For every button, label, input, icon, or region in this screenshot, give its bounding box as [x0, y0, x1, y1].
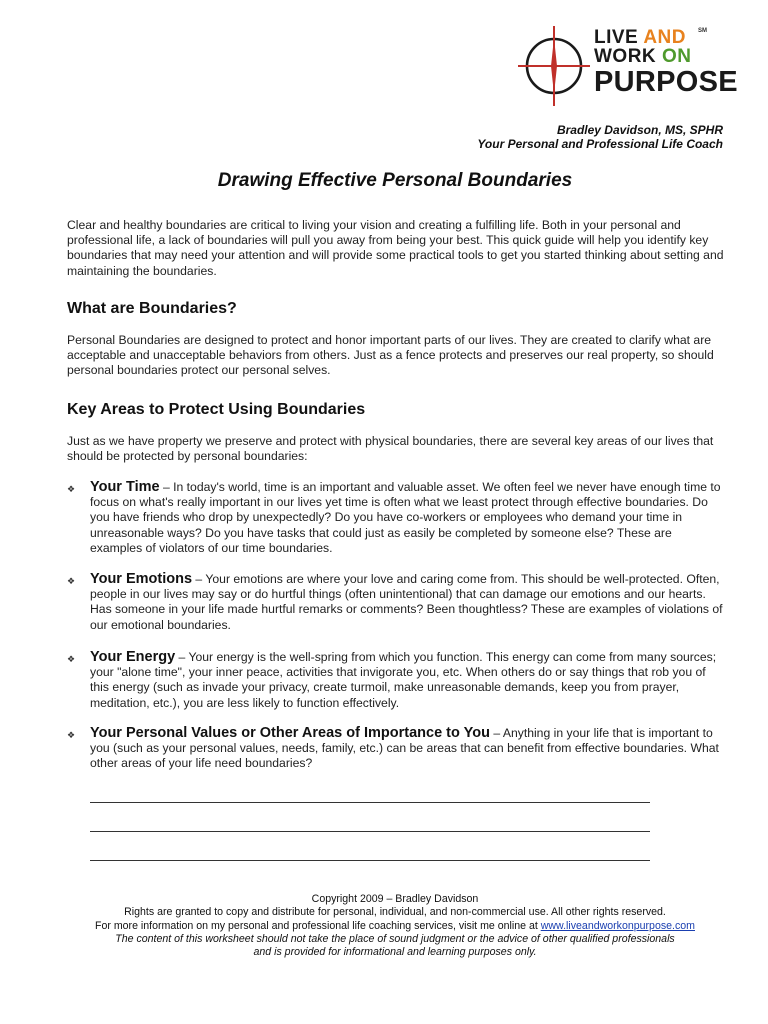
disclaimer-line-2: and is provided for informational and learning purposes only.	[253, 946, 537, 959]
bullet-heading: Your Emotions	[90, 571, 193, 587]
author-role: Your Personal and Professional Life Coach	[477, 137, 723, 151]
bullet-heading: Your Time	[90, 479, 160, 495]
bullet-heading: Your Personal Values or Other Areas of Importance to You	[90, 725, 490, 741]
rights-text: Rights are granted to copy and distribute for personal, individual, and non-commercial use. All other rights reserved.	[124, 906, 666, 919]
disclaimer-line-1: The content of this worksheet should not take the place of sound judgment or the advice of other qualified professionals	[115, 932, 675, 945]
answer-line[interactable]	[90, 802, 650, 803]
page-title: Drawing Effective Personal Boundaries	[217, 170, 573, 191]
section-heading-what-are-boundaries: What are Boundaries?	[67, 300, 237, 317]
logo-purpose: PURPOSE	[594, 66, 738, 98]
diamond-bullet-icon: ❖	[67, 576, 76, 586]
logo-on: ON	[661, 46, 692, 67]
logo	[512, 22, 738, 108]
answer-line[interactable]	[90, 860, 650, 861]
answer-line[interactable]	[90, 831, 650, 832]
diamond-bullet-icon: ❖	[67, 484, 76, 494]
key-areas-paragraph: Just as we have property we preserve and protect with physical boundaries, there are several key areas of our lives that should be protected by personal boundaries:	[67, 434, 714, 464]
crosshair-compass-icon	[512, 22, 594, 108]
logo-work: WORK	[594, 46, 662, 67]
list-item-personal-values	[67, 726, 727, 772]
service-mark: SM	[698, 28, 707, 34]
section-heading-key-areas: Key Areas to Protect Using Boundaries	[67, 401, 366, 418]
bullet-text: – Anything in your life that is important to you (such as your personal values, needs, family, etc.) can be areas that can benefit from effective boundaries. What other areas of your life need boundaries?	[90, 726, 719, 771]
more-info-text: For more information on my personal and professional life coaching services, visit me online at	[94, 919, 541, 932]
author-block	[477, 123, 723, 151]
logo-and: AND	[643, 27, 686, 48]
what-are-boundaries-paragraph: Personal Boundaries are designed to protect and honor important parts of our lives. They are created to clarify what are acceptable and unacceptable behaviors from others. Just as a fence protects and preserves our real property, so should personal boundaries protect our personal selves.	[67, 333, 714, 378]
list-item-energy	[67, 650, 727, 711]
bullet-text: – Your energy is the well-spring from which you function. This energy can come from many sources; your "alone time", your inner peace, activities that invigorate you, etc. When others do or say things that rob you of this energy (such as invade your privacy, create turmoil, make unreasonable demands, keep you from prayer, meditation, etc.), you are less likely to function effectively.	[90, 650, 717, 710]
intro-paragraph: Clear and healthy boundaries are critical to living your vision and creating a fulfilling life. Both in your personal and professional life, a lack of boundaries will pull you away from being your best. This quick guide will help you identify key boundaries that may need your attention and will provide some practical tools to get you started thinking about setting and maintaining the boundaries.	[67, 218, 724, 278]
list-item-emotions	[67, 572, 727, 633]
diamond-bullet-icon: ❖	[67, 730, 76, 740]
bullet-heading: Your Energy	[90, 649, 176, 665]
website-link[interactable]: www.liveandworkonpurpose.com	[540, 919, 695, 932]
logo-live: LIVE	[594, 27, 644, 48]
list-item-time	[67, 480, 727, 556]
bullet-text: – Your emotions are where your love and caring come from. This should be well-protected. Often, people in our lives may say or do hurtful things (often unintentional) that can damage our emotions and our hearts. Has someone in your life made hurtful remarks or comments? Been thoughtless? These are examples of violations of our emotional boundaries.	[90, 572, 723, 632]
bullet-text: – In today's world, time is an important and valuable asset. We often feel we never have enough time to focus on what's really important in our lives yet time is often what we least protect through effective boundaries. Do you have friends who drop by unexpectedly? Do you have co-workers or employees who demand your time in unreasonable ways? Do you have tasks that could just as easily be completed by someone else? These are examples of violators of our time boundaries.	[90, 480, 721, 555]
diamond-bullet-icon: ❖	[67, 654, 76, 664]
author-name: Bradley Davidson, MS, SPHR	[556, 123, 723, 137]
copyright-text: Copyright 2009 – Bradley Davidson	[311, 893, 479, 905]
footer	[0, 893, 768, 959]
